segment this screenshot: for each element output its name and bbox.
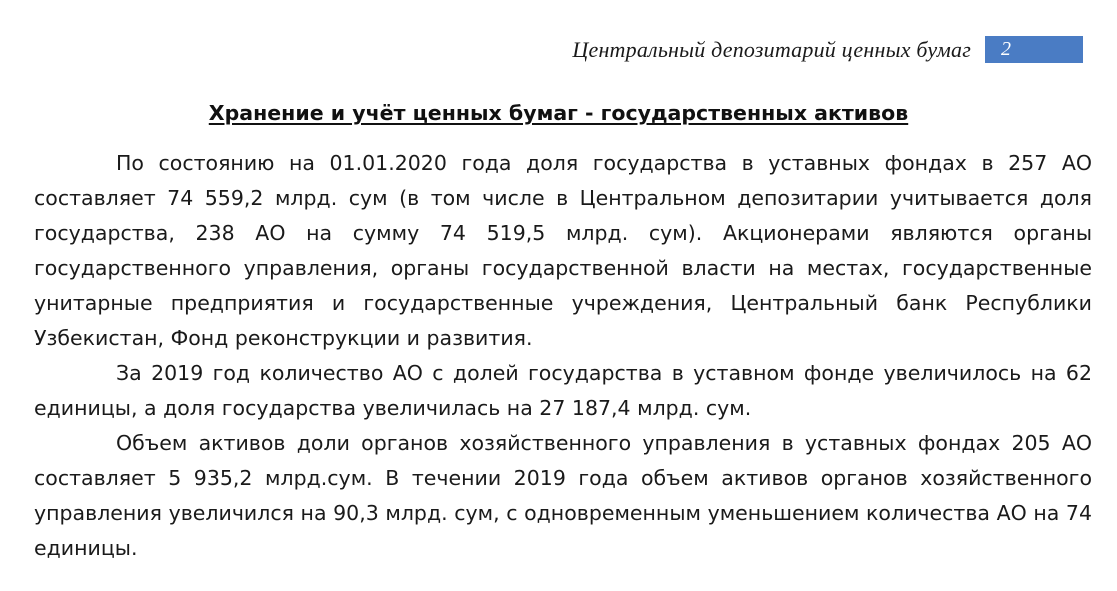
paragraph: За 2019 год количество АО с долей государства в уставном фонде увеличилось на 62 единицы, а доля государства увеличилась на 27 187,4 млрд. сум. xyxy=(34,361,1092,420)
page-header xyxy=(572,36,1083,63)
page-number: 2 xyxy=(985,36,1083,63)
paragraph: Объем активов доли органов хозяйственного управления в уставных фондах 205 АО составляет 5 935,2 млрд.сум. В течении 2019 года объем активов органов хозяйственного управления увеличился на 90,3 млрд. сум, с одновременным уменьшением количества АО на 74 единицы. xyxy=(34,431,1092,560)
header-title: Центральный депозитарий ценных бумаг xyxy=(572,36,971,62)
paragraph: По состоянию на 01.01.2020 года доля государства в уставных фондах в 257 АО составляет 74 559,2 млрд. сум (в том числе в Центральном депозитарии учитывается доля государства, 238 АО на сумму 74 519,5 млрд. сум). Акционерами являются органы государственного управления, органы государственной власти на местах, государственные унитарные предприятия и государственные учреждения, Центральный банк Республики Узбекистан, Фонд реконструкции и развития. xyxy=(34,151,1092,350)
document-title: Хранение и учёт ценных бумаг - государственных активов xyxy=(208,101,909,125)
document-body xyxy=(34,146,1092,566)
